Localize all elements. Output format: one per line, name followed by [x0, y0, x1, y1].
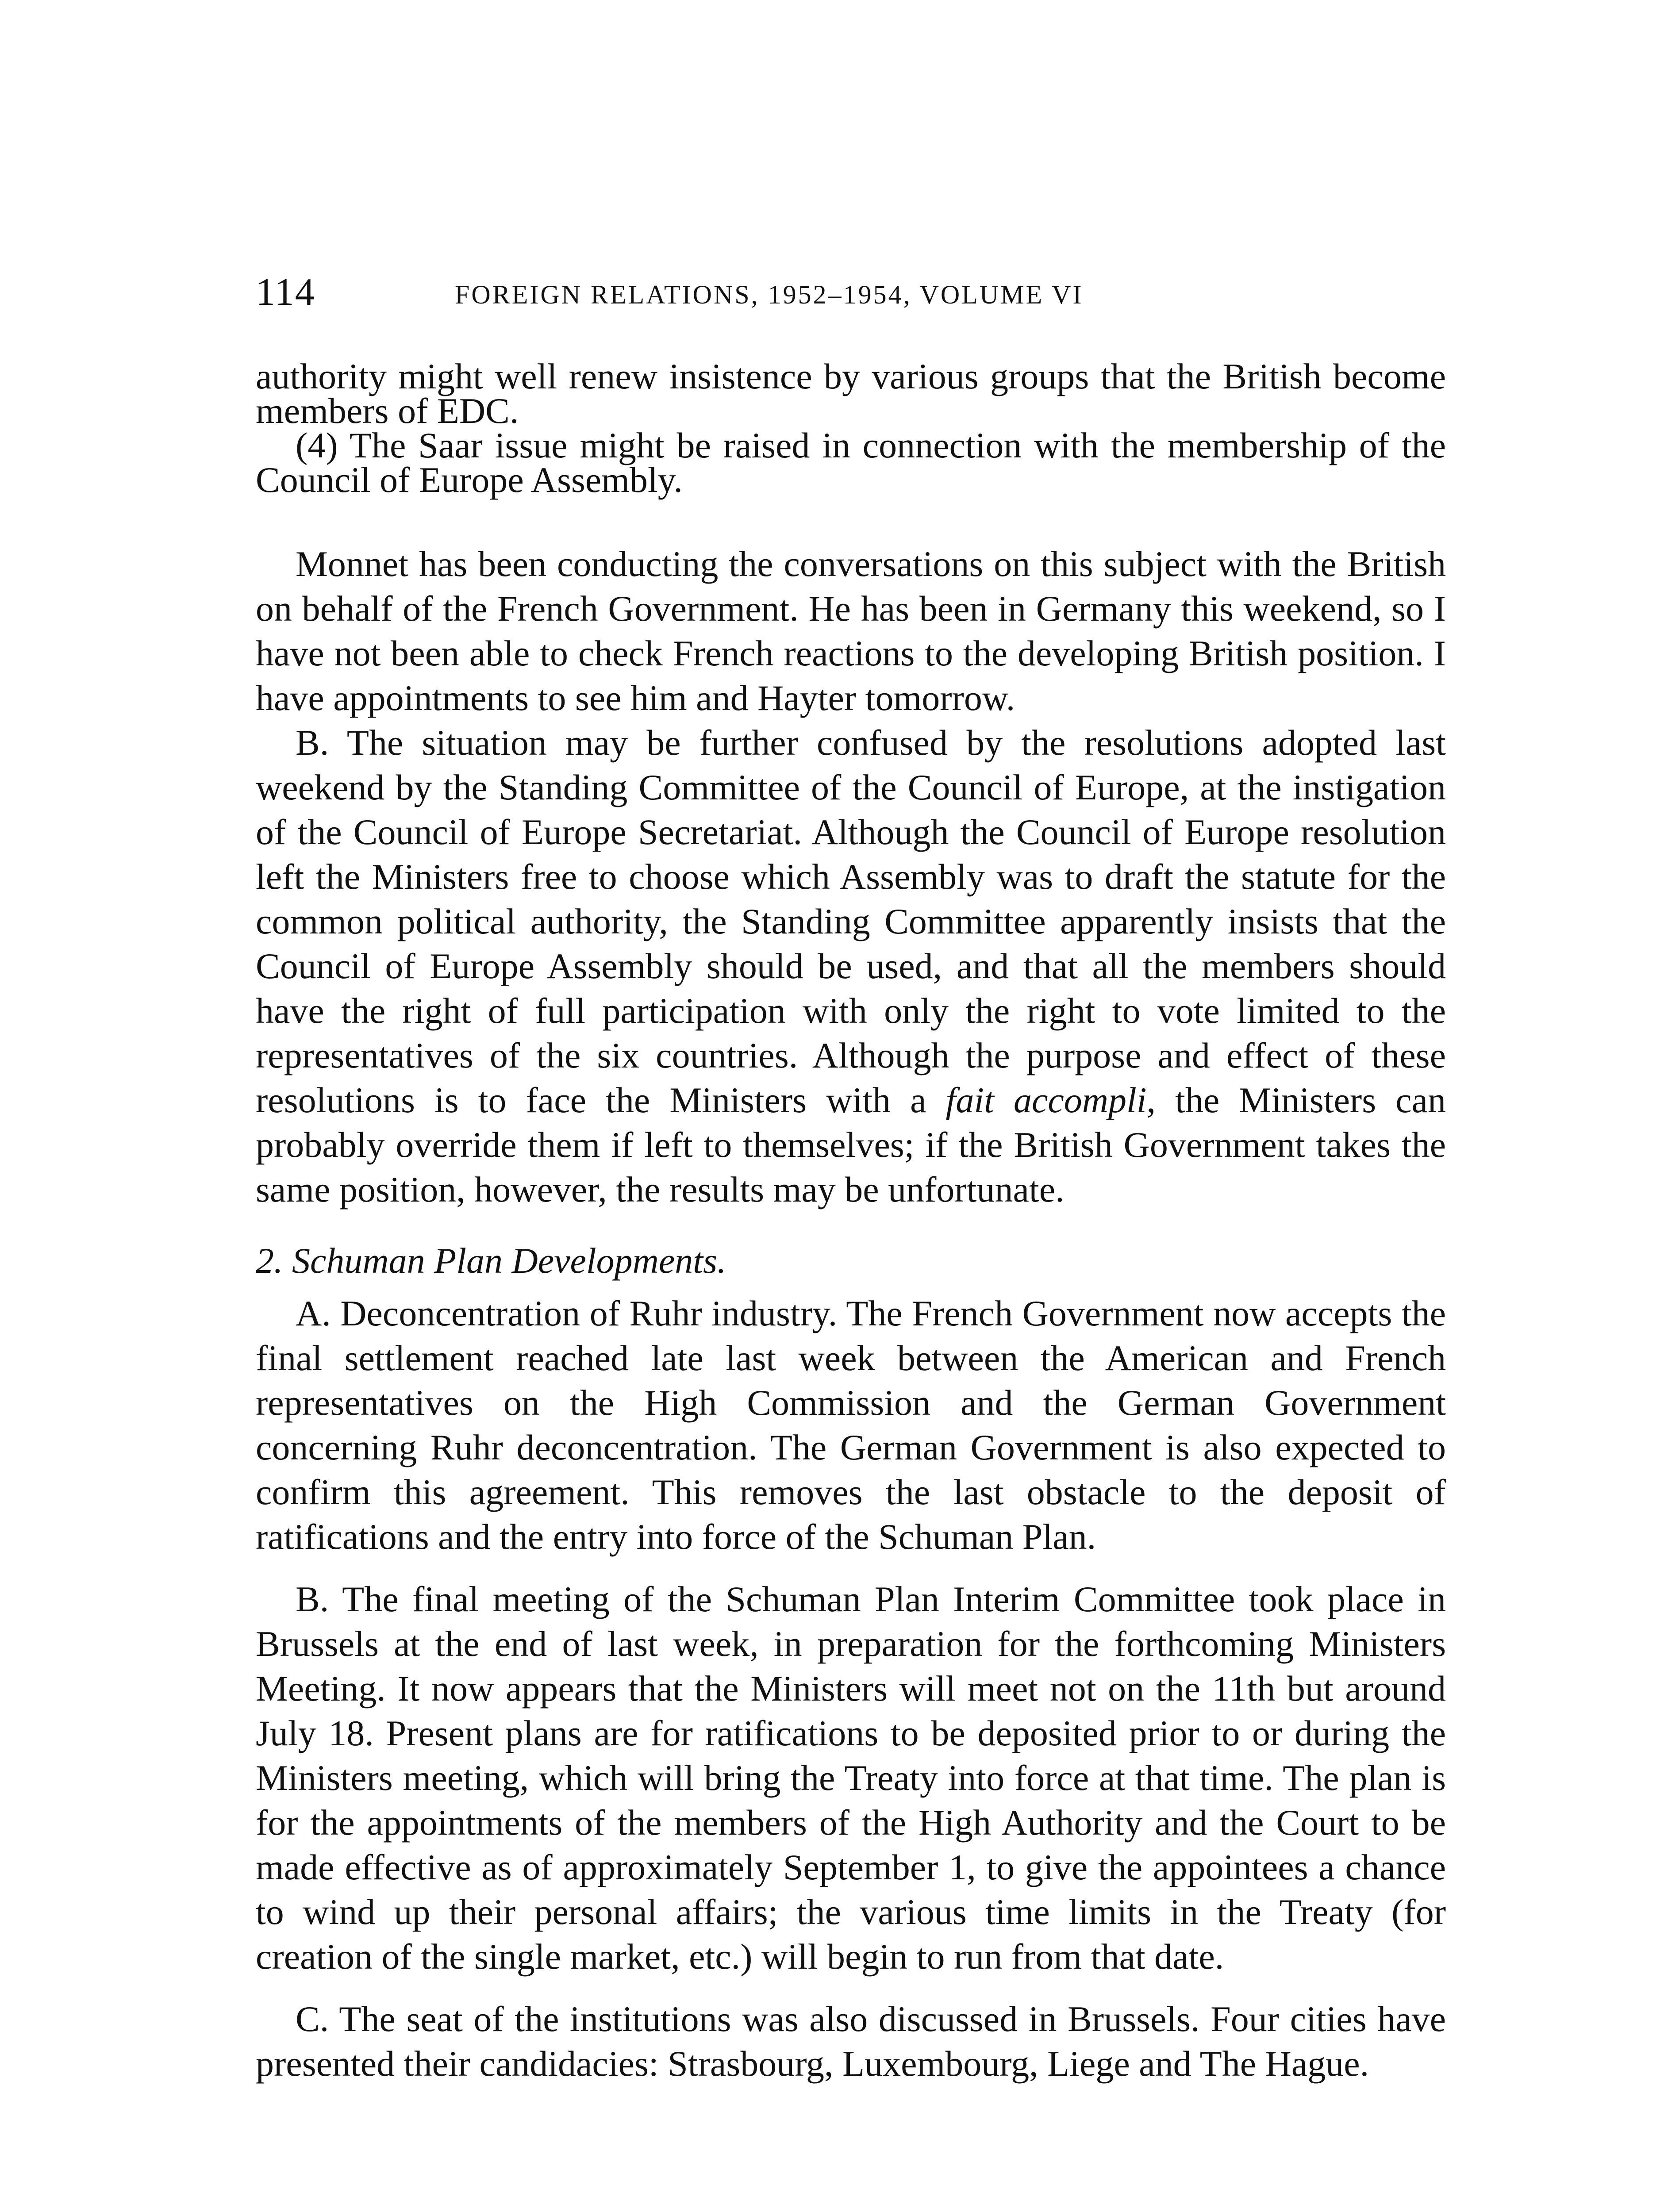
- paragraph-b-text-2: , the Ministers can probably override them if left to themselves; if the British Government takes the same position, however, the results may be unfortunate.: [256, 1080, 1446, 1210]
- paragraph-c-seat: C. The seat of the institutions was also discussed in Brussels. Four cities have presented their candidacies: Strasbourg, Luxembourg, Liege and The Hague.: [256, 1999, 1446, 2084]
- paragraph-b-text-1: B. The situation may be further confused by the resolutions adopted last weekend by the Standing Committee of the Council of Europe, at the instigation of the Council of Europe Secretariat. Although the Council of Europe resolution left the Ministers free to choose which Assembly was to draft the statute for the common political authority, the Standing Committee apparently insists that the Council of Europe Assembly should be used, and that all the members should have the right of full participation with only the right to vote limited to the representatives of the six countries. Although the purpose and effect of these resolutions is to face the Ministers with a: [256, 722, 1446, 1120]
- paragraph-b-situation: [256, 720, 1446, 1212]
- paragraph-continued: authority might well renew insistence by various groups that the British become members of EDC.: [256, 356, 1446, 431]
- paragraph-a-deconcentration: A. Deconcentration of Ruhr industry. The French Government now accepts the final settlement reached late last week between the American and French representatives on the High Commission and the German Government concerning Ruhr deconcentration. The German Government is also expected to confirm this agreement. This removes the last obstacle to the deposit of ratifications and the entry into force of the Schuman Plan.: [256, 1293, 1446, 1557]
- paragraph-monnet: Monnet has been conducting the conversations on this subject with the British on behalf of the French Government. He has been in Germany this weekend, so I have not been able to check French reactions to the developing British position. I have appointments to see him and Hayter tomorrow.: [256, 544, 1446, 718]
- paragraph-b-interim-committee: B. The final meeting of the Schuman Plan Interim Committee took place in Brussels at the end of last week, in preparation for the forthcoming Ministers Meeting. It now appears that the Ministers will meet not on the 11th but around July 18. Present plans are for ratifications to be deposited prior to or during the Ministers meeting, which will bring the Treaty into force at that time. The plan is for the appointments of the members of the High Authority and the Court to be made effective as of approximately September 1, to give the appointees a chance to wind up their personal affairs; the various time limits in the Treaty (for creation of the single market, etc.) will begin to run from that date.: [256, 1579, 1446, 1977]
- document-page: [256, 265, 1446, 2086]
- running-head-title: FOREIGN RELATIONS, 1952–1954, VOLUME VI: [455, 280, 1084, 309]
- running-head: [256, 265, 1446, 327]
- paragraph-b-italic: fait accompli: [945, 1080, 1147, 1120]
- section-heading: 2. Schuman Plan Developments.: [256, 1240, 726, 1281]
- paragraph-saar-issue: (4) The Saar issue might be raised in connection with the membership of the Council of Europe Assembly.: [256, 425, 1446, 500]
- page-number: 114: [256, 271, 315, 314]
